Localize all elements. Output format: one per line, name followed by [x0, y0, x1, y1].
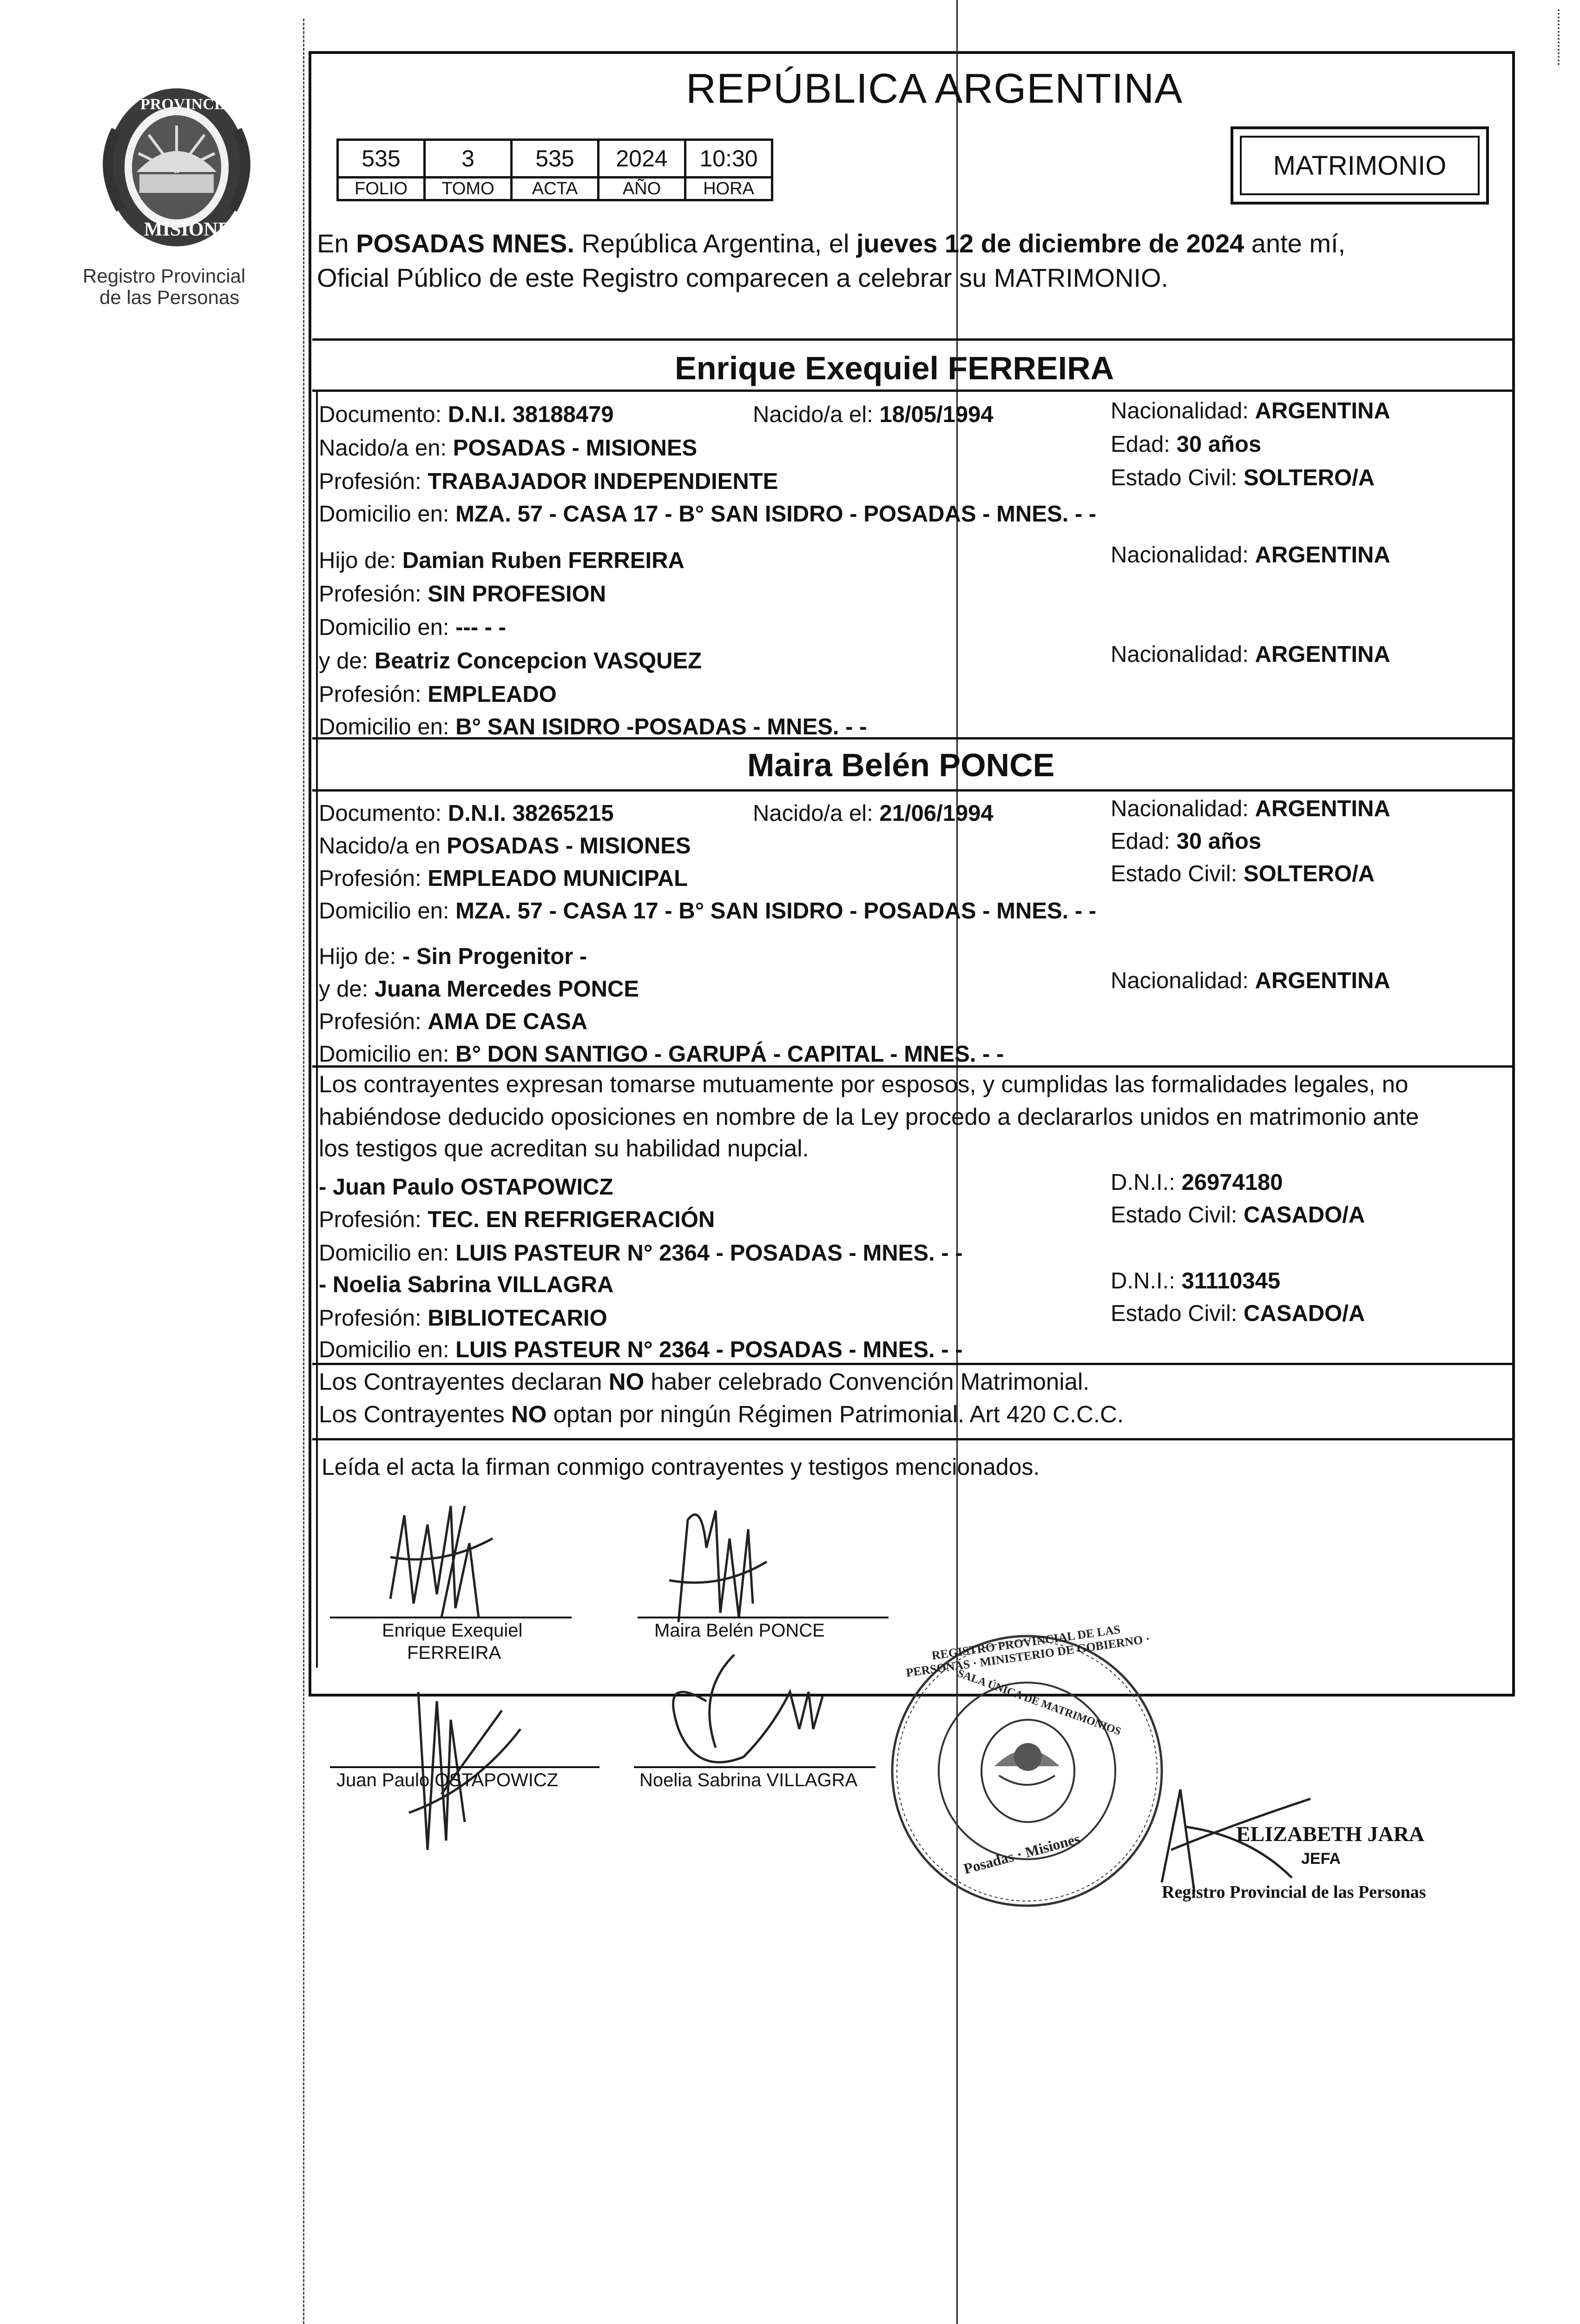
declaration-line-3: los testigos que acreditan su habilidad nupcial.: [319, 1135, 809, 1162]
tomo-value: 3: [425, 140, 512, 178]
divider: [312, 737, 1512, 739]
folio-label: FOLIO: [338, 178, 425, 200]
divider: [312, 1363, 1512, 1365]
spouse2-name: Maira Belén PONCE: [747, 747, 1055, 783]
spouse1-mother-profession: Profesión: EMPLEADO: [319, 682, 557, 707]
acta-value: 535: [512, 140, 599, 178]
spouse1-birthplace: Nacido/a en: POSADAS - MISIONES: [319, 436, 698, 461]
official-role: JEFA: [1301, 1850, 1341, 1868]
spouse2-father: Hijo de: - Sin Progenitor -: [319, 944, 587, 969]
witness1-dni: D.N.I.: 26974180: [1111, 1170, 1283, 1195]
divider: [312, 1438, 1512, 1440]
spouse2-document: Documento: D.N.I. 38265215: [319, 801, 614, 826]
seal-inner-text: SALA ÚNICA DE MATRIMONIOS: [955, 1667, 1123, 1738]
spouse1-father-address: Domicilio en: --- - -: [319, 615, 506, 640]
emblem-caption-1: Registro Provincial: [83, 265, 246, 287]
spouse1-age: Edad: 30 años: [1111, 432, 1262, 457]
spouse2-mother-address: Domicilio en: B° DON SANTIGO - GARUPÁ - CAPITAL - MNES. - -: [319, 1042, 1004, 1067]
seal-city-text: Posadas · Misiones: [961, 1830, 1082, 1877]
official-round-seal: [883, 1622, 1171, 1915]
witness2-signature-line: [634, 1766, 876, 1768]
spouse2-mother: y de: Juana Mercedes PONCE: [319, 977, 639, 1002]
spouse1-mother-address: Domicilio en: B° SAN ISIDRO -POSADAS - MNES. - -: [319, 714, 867, 739]
divider: [312, 1065, 1512, 1068]
convention-line-2: Los Contrayentes NO optan por ningún Régimen Patrimonial. Art 420 C.C.C.: [319, 1401, 1124, 1427]
divider: [312, 390, 1512, 392]
spouse1-nationality: Nacionalidad: ARGENTINA: [1111, 398, 1390, 423]
witness1-signature-caption: Juan Paulo OSTAPOWICZ: [336, 1770, 559, 1790]
spouse2-born: Nacido/a el: 21/06/1994: [753, 801, 994, 826]
spouse1-born: Nacido/a el: 18/05/1994: [753, 402, 994, 427]
spouse1-father: Hijo de: Damian Ruben FERREIRA: [319, 548, 685, 573]
registry-emblem: [88, 79, 265, 274]
closing-statement: Leída el acta la firman conmigo contrayentes y testigos mencionados.: [322, 1454, 1040, 1480]
ano-value: 2024: [599, 140, 685, 178]
act-type: MATRIMONIO: [1240, 136, 1480, 195]
margin-mark: [303, 19, 304, 2324]
spouse1-father-nationality: Nacionalidad: ARGENTINA: [1111, 542, 1390, 568]
convention-line-1: Los Contrayentes declaran NO haber celebrado Convención Matrimonial.: [319, 1368, 1090, 1395]
intro-place: POSADAS MNES.: [356, 229, 574, 258]
spouse2-mother-profession: Profesión: AMA DE CASA: [319, 1009, 588, 1034]
spouse2-signature-caption: Maira Belén PONCE: [654, 1620, 825, 1641]
inner-left-rule: [316, 390, 318, 1668]
spouse1-signature-caption-2: FERREIRA: [407, 1643, 501, 1663]
witness2-name: - Noelia Sabrina VILLAGRA: [319, 1272, 614, 1297]
witness1-name: - Juan Paulo OSTAPOWICZ: [319, 1175, 613, 1200]
witness2-signature-caption: Noelia Sabrina VILLAGRA: [639, 1770, 858, 1790]
spouse2-signature-icon: [651, 1492, 790, 1641]
witness1-civil-status: Estado Civil: CASADO/A: [1111, 1202, 1365, 1228]
document-title: REPÚBLICA ARGENTINA: [686, 66, 1183, 112]
ano-label: AÑO: [599, 178, 685, 200]
spouse1-address: Domicilio en: MZA. 57 - CASA 17 - B° SAN ISIDRO - POSADAS - MNES. - -: [319, 502, 1097, 527]
witness2-dni: D.N.I.: 31110345: [1111, 1268, 1281, 1294]
witness2-profession: Profesión: BIBLIOTECARIO: [319, 1306, 607, 1331]
spouse2-birthplace: Nacido/a en POSADAS - MISIONES: [319, 833, 691, 858]
spouse2-address: Domicilio en: MZA. 57 - CASA 17 - B° SAN ISIDRO - POSADAS - MNES. - -: [319, 898, 1097, 924]
folio-value: 535: [338, 140, 425, 178]
spouse1-document: Documento: D.N.I. 38188479: [319, 402, 614, 427]
registry-table: [336, 139, 773, 201]
witness1-signature-line: [330, 1766, 599, 1768]
seal-ring-text: REGISTRO PROVINCIAL DE LAS PERSONAS · MINISTERIO DE GOBIERNO ·: [905, 1622, 1151, 1680]
tomo-label: TOMO: [425, 178, 512, 200]
spouse2-profession: Profesión: EMPLEADO MUNICIPAL: [319, 866, 688, 891]
spouse1-mother-nationality: Nacionalidad: ARGENTINA: [1111, 642, 1390, 667]
act-type-box: [1231, 126, 1489, 205]
spouse1-name: Enrique Exequiel FERREIRA: [675, 350, 1114, 386]
intro-line-2: Oficial Público de este Registro comparecen a celebrar su MATRIMONIO.: [317, 263, 1169, 292]
spouse1-signature-line: [330, 1617, 572, 1618]
spouse1-mother: y de: Beatriz Concepcion VASQUEZ: [319, 648, 702, 673]
emblem-ring-bottom: MISIONES: [144, 219, 242, 240]
witness1-address: Domicilio en: LUIS PASTEUR N° 2364 - POSADAS - MNES. - -: [319, 1241, 963, 1266]
spouse1-profession: Profesión: TRABAJADOR INDEPENDIENTE: [319, 469, 778, 494]
declaration-line-1: Los contrayentes expresan tomarse mutuamente por esposos, y cumplidas las formalidades legales, no: [319, 1071, 1409, 1097]
hora-value: 10:30: [685, 140, 772, 178]
divider: [312, 338, 1512, 341]
intro-date: jueves 12 de diciembre de 2024: [856, 229, 1244, 258]
spouse1-civil-status: Estado Civil: SOLTERO/A: [1111, 465, 1375, 490]
hora-label: HORA: [685, 178, 772, 200]
witness2-civil-status: Estado Civil: CASADO/A: [1111, 1301, 1365, 1326]
divider: [312, 789, 1512, 792]
official-office: Registro Provincial de las Personas: [1162, 1882, 1426, 1902]
spouse2-nationality: Nacionalidad: ARGENTINA: [1111, 796, 1390, 821]
acta-label: ACTA: [512, 178, 599, 200]
spouse2-signature-line: [638, 1617, 889, 1618]
fold-line: [956, 0, 958, 2324]
corner-mark: [1558, 9, 1560, 65]
official-name: ELIZABETH JARA: [1236, 1822, 1425, 1846]
emblem-ring-top: PROVINCIA DE: [140, 96, 257, 113]
spouse1-signature-caption-1: Enrique Exequiel: [382, 1620, 523, 1641]
witness1-profession: Profesión: TEC. EN REFRIGERACIÓN: [319, 1207, 715, 1232]
emblem-caption-2: de las Personas: [99, 286, 240, 308]
spouse1-signature-icon: [372, 1487, 539, 1627]
declaration-line-2: habiéndose deducido oposiciones en nombre de la Ley procedo a declararlos unidos en matrimonio ante: [319, 1103, 1419, 1130]
spouse2-mother-nationality: Nacionalidad: ARGENTINA: [1111, 968, 1390, 993]
witness2-address: Domicilio en: LUIS PASTEUR N° 2364 - POSADAS - MNES. - -: [319, 1337, 963, 1362]
intro-line-1: En POSADAS MNES. República Argentina, el jueves 12 de diciembre de 2024 ante mí,: [317, 229, 1346, 258]
spouse1-father-profession: Profesión: SIN PROFESION: [319, 581, 606, 607]
spouse2-civil-status: Estado Civil: SOLTERO/A: [1111, 861, 1375, 886]
spouse2-age: Edad: 30 años: [1111, 829, 1262, 854]
